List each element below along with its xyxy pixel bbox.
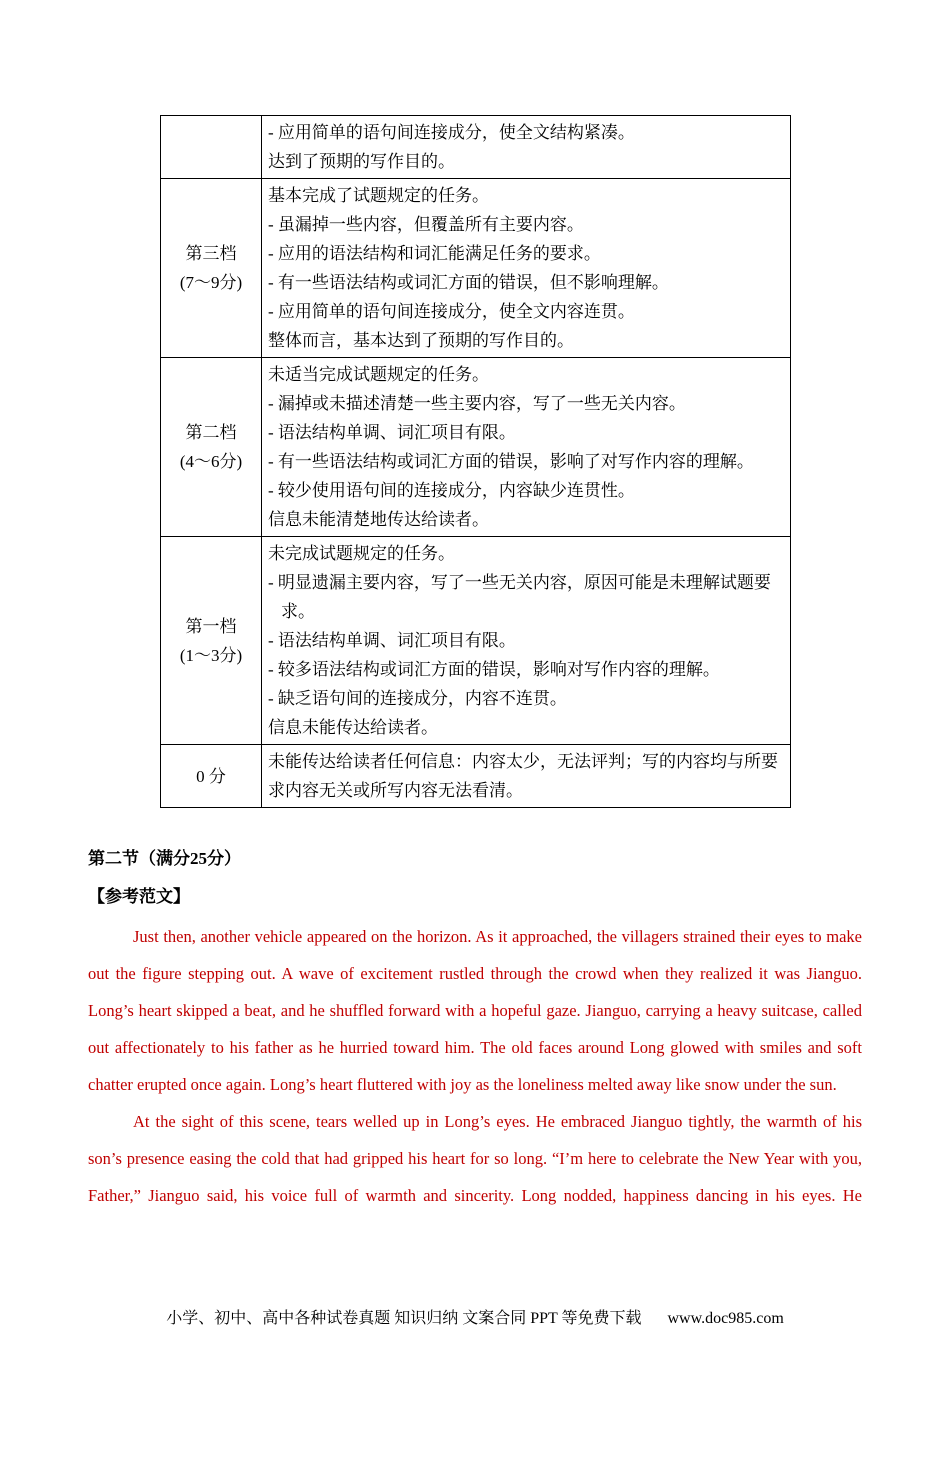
reference-essay [88, 918, 862, 1214]
rubric-grade-label-line: 第二档 [185, 423, 237, 442]
rubric-grade-label-line: 第一档 [185, 616, 237, 636]
rubric-criterion: 信息未能传达给读者。 [268, 718, 438, 737]
rubric-criterion: - 漏掉或未描述清楚一些主要内容，写了一些无关内容。 [268, 394, 686, 413]
rubric-criterion: - 缺乏语句间的连接成分，内容不连贯。 [268, 689, 567, 708]
footer-site-text: 小学、初中、高中各种试卷真题 知识归纳 文案合同 PPT 等免费下载 [166, 1310, 642, 1327]
essay-paragraph: At the sight of this scene, tears welled up in Long’s eyes. He embraced Jianguo tightly, the warmth of his son’s presence easing the cold that had gripped his heart for so long. “I’m here to celebrate the New Year with you, Father,” Jianguo said, his voice full of warmth and sincerity. Long nodded, happiness dancing in his eyes. He [88, 1112, 862, 1205]
rubric-criterion: 未适当完成试题规定的任务。 [268, 365, 489, 384]
rubric-criterion: - 语法结构单调、词汇项目有限。 [268, 631, 516, 650]
rubric-criterion: - 语法结构单调、词汇项目有限。 [268, 423, 516, 442]
grading-rubric-table [160, 115, 791, 808]
rubric-criterion: 基本完成了试题规定的任务。 [268, 186, 489, 205]
rubric-criterion: 未完成试题规定的任务。 [268, 544, 455, 563]
rubric-grade-label-line: 第三档 [185, 244, 237, 263]
rubric-row [161, 358, 791, 537]
rubric-row [161, 745, 791, 808]
rubric-criteria-cell [262, 358, 791, 537]
rubric-criterion: - 应用简单的语句间连接成分，使全文结构紧凑。 [268, 123, 635, 142]
rubric-criterion: - 较少使用语句间的连接成分，内容缺少连贯性。 [268, 481, 635, 500]
rubric-grade-label-line: (4～6分) [179, 452, 243, 471]
grading-rubric-body [161, 116, 791, 808]
rubric-grade-label [161, 179, 262, 358]
document-page [0, 115, 950, 1327]
rubric-row [161, 537, 791, 745]
rubric-criteria-cell [262, 537, 791, 745]
rubric-criteria-cell [262, 116, 791, 179]
rubric-grade-label-line: 0 分 [196, 766, 226, 786]
rubric-criterion: 信息未能清楚地传达给读者。 [268, 510, 489, 529]
rubric-criteria-cell [262, 745, 791, 808]
rubric-grade-label-line: (1～3分) [179, 645, 243, 665]
rubric-grade-label [161, 358, 262, 537]
rubric-grade-label [161, 537, 262, 745]
reference-essay-label: 【参考范文】 [88, 887, 190, 906]
section-heading: 第二节（满分25分） [88, 849, 241, 868]
footer-site-url: www.doc985.com [667, 1310, 784, 1327]
rubric-grade-label-line: (7～9分) [179, 273, 243, 292]
rubric-row [161, 179, 791, 358]
page-footer [0, 1305, 950, 1328]
rubric-criterion: - 有一些语法结构或词汇方面的错误，但不影响理解。 [268, 273, 669, 292]
rubric-criterion: - 虽漏掉一些内容，但覆盖所有主要内容。 [268, 215, 584, 234]
rubric-row [161, 116, 791, 179]
rubric-criterion: 达到了预期的写作目的。 [268, 152, 455, 171]
rubric-grade-label [161, 116, 262, 179]
rubric-grade-label [161, 745, 262, 808]
rubric-criterion: - 应用简单的语句间连接成分，使全文内容连贯。 [268, 302, 635, 321]
rubric-criterion: 整体而言，基本达到了预期的写作目的。 [268, 331, 574, 350]
essay-paragraph: Just then, another vehicle appeared on the horizon. As it approached, the villagers strained their eyes to make out the figure stepping out. A wave of excitement rustled through the crowd when they realized it was Jianguo. Long’s heart skipped a beat, and he shuffled forward with a hopeful gaze. Jianguo, carrying a heavy suitcase, called out affectionately to his father as he hurried toward him. The old faces around Long glowed with smiles and soft chatter erupted once again. Long’s heart fluttered with joy as the loneliness melted away like snow under the sun. [88, 927, 862, 1094]
rubric-criterion: - 明显遗漏主要内容，写了一些无关内容，原因可能是未理解试题要求。 [268, 573, 771, 621]
rubric-criterion: 未能传达给读者任何信息：内容太少，无法评判；写的内容均与所要求内容无关或所写内容无法看清。 [268, 752, 778, 800]
rubric-criteria-cell [262, 179, 791, 358]
rubric-criterion: - 有一些语法结构或词汇方面的错误，影响了对写作内容的理解。 [268, 452, 754, 471]
rubric-criterion: - 应用的语法结构和词汇能满足任务的要求。 [268, 244, 601, 263]
rubric-criterion: - 较多语法结构或词汇方面的错误，影响对写作内容的理解。 [268, 660, 720, 679]
